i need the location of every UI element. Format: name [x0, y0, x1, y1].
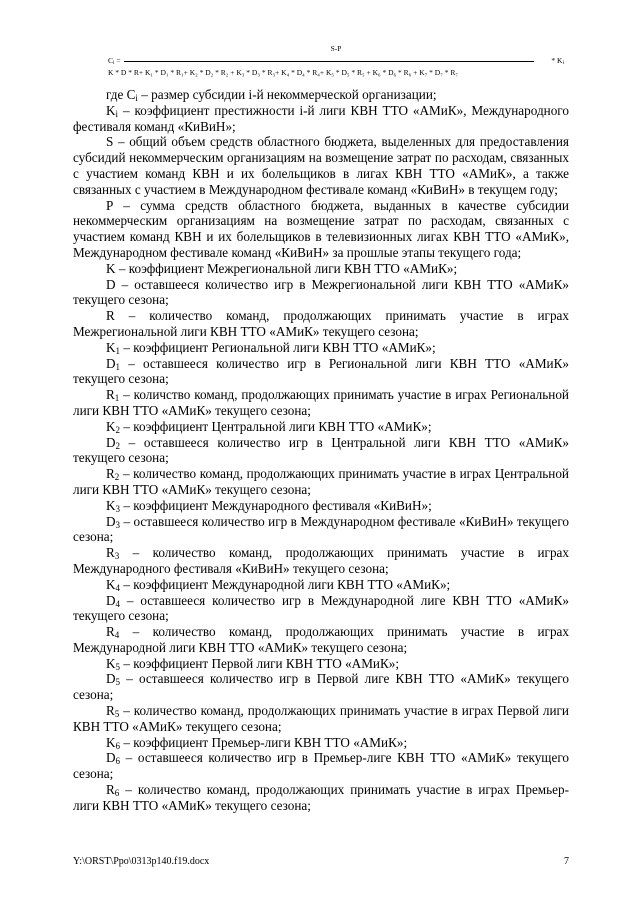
definition-text: – количество команд, продолжающих принимать участие в играх Первой лиги КВН ТТО «АМиК» текущего сезона;: [73, 703, 569, 734]
definition-text: – коэффициент Региональной лиги КВН ТТО «АМиК»;: [120, 339, 436, 355]
definition-paragraph: [73, 356, 569, 388]
definition-paragraph: [73, 198, 569, 261]
definition-paragraph: [73, 435, 569, 467]
definition-symbol: K: [106, 655, 116, 671]
definition-paragraph: [73, 103, 569, 135]
definition-paragraph: [73, 656, 569, 672]
definition-paragraph: [73, 782, 569, 814]
definition-symbol: K: [106, 260, 116, 276]
definition-symbol: S: [106, 134, 114, 150]
definition-symbol: K: [106, 497, 116, 513]
definition-symbol: K: [106, 102, 116, 118]
formula-lhs-symbol: C: [108, 56, 114, 65]
definition-symbol: R: [106, 308, 115, 324]
definition-text: – оставшееся количество игр в Премьер-лиге КВН ТТО «АМиК» текущего сезона;: [73, 750, 569, 782]
definition-paragraph: [73, 277, 569, 309]
definition-paragraph: [73, 387, 569, 419]
definition-symbol: R: [106, 545, 115, 561]
definition-symbol: R: [106, 782, 115, 798]
definition-subscript: 6: [115, 756, 121, 767]
definition-paragraph: [73, 671, 569, 703]
definition-paragraph: [73, 87, 569, 103]
definition-symbol: R: [106, 466, 115, 482]
definition-symbol: D: [106, 592, 116, 608]
definition-paragraph: [73, 514, 569, 546]
definition-symbol: K: [106, 734, 116, 750]
definition-subscript: 1: [114, 393, 120, 404]
formula-rhs: [551, 56, 564, 65]
definition-symbol: D: [106, 671, 116, 687]
definition-paragraph: [73, 545, 569, 577]
definition-text: – оставшееся количество игр в Первой лиге КВН ТТО «АМиК» текущего сезона;: [73, 671, 569, 703]
definition-text: – оставшееся количество игр в Международном фестивале «КиВиН» текущего сезона;: [73, 513, 569, 545]
definition-symbol: где C: [106, 87, 136, 102]
definition-subscript: 4: [115, 598, 121, 609]
definition-symbol: P: [106, 197, 113, 213]
definition-text: – количство команд, продолжающих принимать участие в играх Региональной лиги КВН ТТО «АМиК» текущего сезона;: [73, 387, 569, 418]
definition-symbol: D: [106, 355, 116, 371]
definition-subscript: 3: [115, 519, 121, 530]
definition-text: – коэффициент Премьер-лиги КВН ТТО «АМиК»;: [120, 734, 408, 750]
definition-paragraph: [73, 735, 569, 751]
page-number: 7: [564, 856, 569, 867]
formula-fraction-bar: [124, 61, 534, 62]
definition-text: – оставшееся количество игр в Международной лиге КВН ТТО «АМиК» текущего сезона;: [73, 592, 569, 624]
definition-paragraph: [73, 593, 569, 625]
definition-subscript: 5: [114, 709, 120, 720]
definition-text: – сумма средств областного бюджета, выданных в качестве субсидии некоммерческим организациям на возмещение затрат по расходам, связанных с участием команд КВН и их болельщиков в телевизионных лигах КВН ТТО «АМиК», Международном фестивале команд «КиВиН» за прошлые этапы текущего года;: [73, 197, 569, 260]
page-footer: [73, 856, 569, 870]
definition-subscript: 4: [114, 630, 120, 641]
definition-paragraph: [73, 498, 569, 514]
definition-paragraph: [73, 308, 569, 340]
definition-text: – общий объем средств областного бюджета, выделенных для предоставления субсидий некоммерческим организациям на возмещение затрат по расходам, связанных с участием команд КВН и их болельщиков в лигах КВН ТТО «АМиК», а также связанных с участием в Международном фестивале команд «КиВиН» в текущем году;: [73, 134, 569, 197]
definitions-list: [73, 87, 569, 814]
formula-lhs: [108, 56, 121, 65]
formula-denominator: K * D * R+ K₁ * D₁ * R₁+ K₂ * D₂ * R₂ + K₃ * D₃ * R₃+ K₄ * D₄ * R₄+ K₅ * D₅ * R₅ + K₆ * D₆ * R₆ + K₇ * D₇ * R₇: [108, 68, 458, 77]
formula-equals: =: [116, 56, 121, 65]
formula-rhs-multiplier: * K: [551, 56, 563, 65]
definition-paragraph: [73, 703, 569, 735]
definition-paragraph: [73, 466, 569, 498]
formula-rhs-subscript: i: [562, 60, 564, 66]
definition-subscript: 5: [115, 661, 121, 672]
definition-symbol: R: [106, 703, 115, 719]
definition-subscript: 3: [115, 503, 121, 514]
definition-subscript: 2: [114, 472, 120, 483]
definition-text: – оставшееся количество игр в Центральной лиги КВН ТТО «АМиК» текущего сезона;: [73, 434, 569, 466]
definition-subscript: i: [135, 93, 138, 103]
definition-text: – коэффициент престижности i-й лиги КВН ТТО «АМиК», Международного фестиваля команд «КиВиН»;: [73, 102, 569, 134]
definition-paragraph: [73, 134, 569, 197]
definition-paragraph: [73, 624, 569, 656]
definition-subscript: 4: [115, 582, 121, 593]
definition-symbol: D: [106, 434, 116, 450]
definition-symbol: R: [106, 624, 115, 640]
definition-text: – оставшееся количество игр в Межрегиональной лиги КВН ТТО «АМиК» текущего сезона;: [73, 276, 569, 308]
definition-symbol: K: [106, 418, 116, 434]
definition-symbol: R: [106, 387, 115, 403]
definition-text: – количество команд, продолжающих принимать участие в играх Премьер-лиги КВН ТТО «АМиК» текущего сезона;: [73, 782, 569, 813]
formula-numerator: S-P: [330, 44, 342, 53]
definition-paragraph: [73, 340, 569, 356]
definition-subscript: 6: [114, 788, 120, 799]
definition-text: – коэффициент Международного фестиваля «КиВиН»;: [120, 497, 432, 513]
definition-text: – количество команд, продолжающих принимать участие в играх Межрегиональной лиги КВН ТТО «АМиК» текущего сезона;: [73, 308, 569, 339]
definition-text: – размер субсидии i-й некоммерческой организации;: [137, 87, 437, 102]
definition-subscript: 6: [115, 740, 121, 751]
definition-subscript: i: [115, 108, 119, 119]
definition-symbol: K: [106, 576, 116, 592]
subsidy-formula: [108, 42, 564, 82]
definition-paragraph: [73, 750, 569, 782]
definition-symbol: D: [106, 276, 116, 292]
definition-text: – количество команд, продолжающих принимать участие в играх Международного фестиваля «КиВиН» текущего сезона;: [73, 545, 569, 576]
definition-text: – коэффициент Первой лиги КВН ТТО «АМиК»;: [120, 655, 400, 671]
definition-text: – коэффициент Международной лиги КВН ТТО «АМиК»;: [120, 576, 451, 592]
definition-paragraph: [73, 419, 569, 435]
formula-lhs-subscript: i: [113, 60, 115, 66]
definition-subscript: 3: [114, 551, 120, 562]
definition-symbol: D: [106, 513, 116, 529]
definition-paragraph: [73, 261, 569, 277]
definition-symbol: K: [106, 339, 116, 355]
definition-subscript: 2: [115, 440, 121, 451]
definition-text: – коэффициент Межрегиональной лиги КВН ТТО «АМиК»;: [115, 260, 458, 276]
footer-file-path: Y:\ORST\Ppo\0313p140.f19.docx: [73, 856, 210, 867]
definition-text: – коэффициент Центральной лиги КВН ТТО «АМиК»;: [120, 418, 432, 434]
definition-text: – количество команд, продолжающих принимать участие в играх Международной лиги КВН ТТО «АМиК» текущего сезона;: [73, 624, 569, 655]
definition-subscript: 1: [115, 361, 121, 372]
definition-symbol: D: [106, 750, 116, 766]
definition-subscript: 1: [115, 345, 121, 356]
definition-subscript: 5: [115, 677, 121, 688]
definition-paragraph: [73, 577, 569, 593]
definition-subscript: 2: [115, 424, 121, 435]
definition-text: – количество команд, продолжающих принимать участие в играх Центральной лиги КВН ТТО «АМиК» текущего сезона;: [73, 466, 569, 497]
definition-text: – оставшееся количество игр в Региональной лиги КВН ТТО «АМиК» текущего сезона;: [73, 355, 569, 387]
